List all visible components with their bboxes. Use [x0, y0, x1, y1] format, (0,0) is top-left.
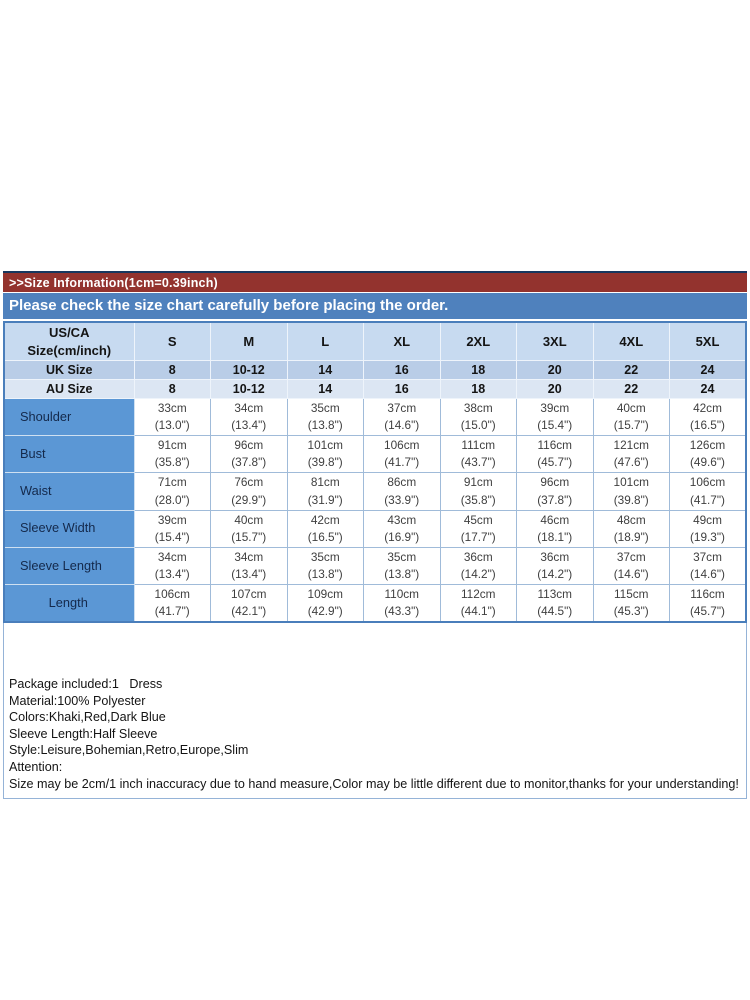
measurement-cell: [517, 436, 594, 473]
size-col-header: XL: [364, 322, 441, 361]
measurement-cell: [364, 473, 441, 510]
measurement-cell: [517, 510, 594, 547]
product-detail-line: Sleeve Length:Half Sleeve: [9, 726, 158, 741]
uk-size-value: 24: [670, 361, 747, 380]
au-size-value: 20: [517, 380, 594, 399]
measurement-cell: [440, 510, 517, 547]
measurement-inch: (13.8"): [307, 566, 343, 581]
measurement-row: [4, 547, 746, 584]
measurement-inch: (44.1"): [460, 604, 496, 619]
measurement-cm: 106cm: [689, 475, 726, 490]
uk-size-value: 14: [287, 361, 364, 380]
uk-size-value: 16: [364, 361, 441, 380]
measurement-cell: [287, 547, 364, 584]
measurement-cm: 33cm: [157, 401, 187, 416]
measurement-cm: 46cm: [540, 512, 570, 527]
uk-size-row: [4, 361, 746, 380]
measurement-cell: [517, 585, 594, 623]
corner-line1: US/CA: [49, 325, 90, 340]
measurement-cell: [593, 510, 670, 547]
measurement-inch: (13.0"): [154, 418, 190, 433]
measurement-row: [4, 510, 746, 547]
measurement-cell: [670, 399, 747, 436]
measurement-cm: 49cm: [693, 512, 722, 527]
measurement-inch: (15.7"): [231, 529, 267, 544]
measurement-inch: (14.2"): [537, 566, 573, 581]
measurement-cell: [593, 436, 670, 473]
measurement-cm: 101cm: [307, 438, 343, 453]
au-size-value: 22: [593, 380, 670, 399]
measurement-cell: [134, 473, 211, 510]
product-detail-line: Size may be 2cm/1 inch inaccuracy due to hand measure,Color may be little different due to monitor,thanks for your understanding!: [9, 776, 739, 791]
measurement-inch: (35.8"): [154, 455, 190, 470]
measurement-inch: (42.9"): [307, 604, 343, 619]
measurement-label: Waist: [4, 473, 134, 510]
uk-size-value: 18: [440, 361, 517, 380]
measurement-cm: 39cm: [540, 401, 570, 416]
size-table: [3, 321, 747, 623]
product-detail-line: Style:Leisure,Bohemian,Retro,Europe,Slim: [9, 743, 249, 758]
size-information-title-bar: >>Size Information(1cm=0.39inch): [3, 271, 747, 292]
measurement-cell: [211, 473, 288, 510]
measurement-inch: (31.9"): [307, 492, 343, 507]
measurement-cm: 81cm: [310, 475, 340, 490]
au-size-value: 8: [134, 380, 211, 399]
measurement-cm: 86cm: [387, 475, 417, 490]
measurement-label: Length: [4, 585, 134, 623]
measurement-cm: 107cm: [231, 587, 267, 602]
measurement-inch: (13.8"): [384, 566, 420, 581]
measurement-cell: [517, 473, 594, 510]
measurement-label: Sleeve Length: [4, 547, 134, 584]
measurement-inch: (14.6"): [689, 566, 725, 581]
measurement-cm: 45cm: [463, 512, 493, 527]
size-col-header: 5XL: [670, 322, 747, 361]
measurement-inch: (13.4"): [231, 418, 267, 433]
product-detail-line: Attention:: [9, 759, 63, 774]
measurement-inch: (44.5"): [537, 604, 573, 619]
measurement-inch: (35.8"): [460, 492, 496, 507]
measurement-cm: 91cm: [463, 475, 493, 490]
measurement-cm: 35cm: [310, 549, 340, 564]
measurement-cell: [134, 547, 211, 584]
au-size-value: 16: [364, 380, 441, 399]
measurement-cm: 112cm: [460, 587, 496, 602]
measurement-cm: 113cm: [537, 587, 573, 602]
measurement-cell: [134, 585, 211, 623]
measurement-cm: 76cm: [234, 475, 264, 490]
measurement-cm: 71cm: [157, 475, 187, 490]
measurement-inch: (45.3"): [613, 604, 649, 619]
measurement-cell: [440, 473, 517, 510]
measurement-inch: (14.6"): [613, 566, 649, 581]
measurement-cm: 34cm: [234, 401, 264, 416]
measurement-cm: 91cm: [157, 438, 187, 453]
measurement-cell: [287, 585, 364, 623]
measurement-cell: [593, 473, 670, 510]
measurement-cm: 106cm: [384, 438, 420, 453]
au-size-value: 18: [440, 380, 517, 399]
measurement-cell: [440, 436, 517, 473]
measurement-cell: [364, 547, 441, 584]
measurement-row: [4, 399, 746, 436]
size-header-row: [4, 322, 746, 361]
measurement-label: Shoulder: [4, 399, 134, 436]
measurement-inch: (16.5"): [689, 418, 725, 433]
measurement-cm: 109cm: [307, 587, 343, 602]
measurement-cm: 101cm: [613, 475, 649, 490]
measurement-cell: [593, 399, 670, 436]
measurement-cm: 43cm: [387, 512, 417, 527]
measurement-cm: 40cm: [234, 512, 264, 527]
measurement-cm: 39cm: [157, 512, 187, 527]
measurement-inch: (17.7"): [460, 529, 496, 544]
measurement-cm: 34cm: [234, 549, 264, 564]
product-detail-line: Colors:Khaki,Red,Dark Blue: [9, 710, 166, 725]
measurement-cell: [364, 510, 441, 547]
size-chart-warning-bar: Please check the size chart carefully before placing the order.: [3, 293, 747, 319]
measurement-cell: [670, 510, 747, 547]
measurement-inch: (19.3"): [689, 529, 725, 544]
measurement-cell: [211, 547, 288, 584]
measurement-row: [4, 585, 746, 623]
measurement-cell: [211, 510, 288, 547]
measurement-cell: [440, 399, 517, 436]
size-col-header: 2XL: [440, 322, 517, 361]
measurement-inch: (41.7"): [384, 455, 420, 470]
measurement-cell: [211, 399, 288, 436]
measurement-inch: (39.8"): [307, 455, 343, 470]
measurement-cm: 126cm: [689, 438, 726, 453]
measurement-cm: 40cm: [616, 401, 646, 416]
measurement-inch: (13.4"): [154, 566, 190, 581]
measurement-cell: [364, 585, 441, 623]
measurement-cm: 34cm: [157, 549, 187, 564]
measurement-cm: 121cm: [613, 438, 649, 453]
measurement-cell: [670, 473, 747, 510]
measurement-inch: (16.5"): [307, 529, 343, 544]
measurement-inch: (15.4"): [537, 418, 573, 433]
measurement-inch: (16.9"): [384, 529, 420, 544]
measurement-inch: (13.4"): [231, 566, 267, 581]
measurement-cm: 111cm: [461, 438, 496, 453]
measurement-cm: 110cm: [384, 587, 420, 602]
au-size-value: 10-12: [211, 380, 288, 399]
measurement-inch: (42.1"): [231, 604, 267, 619]
measurement-cm: 35cm: [387, 549, 417, 564]
measurement-cell: [134, 399, 211, 436]
measurement-cm: 96cm: [234, 438, 264, 453]
measurement-cell: [287, 399, 364, 436]
product-detail-line: Material:100% Polyester: [9, 693, 146, 708]
measurement-cm: 36cm: [463, 549, 493, 564]
measurement-inch: (29.9"): [231, 492, 267, 507]
size-col-header: 3XL: [517, 322, 594, 361]
measurement-cell: [670, 547, 747, 584]
measurement-cell: [593, 585, 670, 623]
measurement-cell: [287, 473, 364, 510]
measurement-cm: 37cm: [387, 401, 417, 416]
measurement-inch: (47.6"): [613, 455, 649, 470]
measurement-cell: [211, 436, 288, 473]
measurement-label: Bust: [4, 436, 134, 473]
corner-line2: Size(cm/inch): [27, 342, 112, 358]
measurement-inch: (28.0"): [154, 492, 190, 507]
measurement-cell: [364, 436, 441, 473]
measurement-cell: [517, 547, 594, 584]
measurement-inch: (13.8"): [307, 418, 343, 433]
product-details-block: [3, 623, 747, 799]
measurement-cm: 115cm: [613, 587, 649, 602]
measurement-inch: (14.6"): [384, 418, 420, 433]
au-size-value: 14: [287, 380, 364, 399]
uk-size-label: UK Size: [4, 361, 134, 380]
au-size-label: AU Size: [4, 380, 134, 399]
measurement-cell: [517, 399, 594, 436]
measurement-cm: 116cm: [690, 587, 725, 602]
measurement-cm: 35cm: [310, 401, 340, 416]
uk-size-value: 20: [517, 361, 594, 380]
au-size-row: [4, 380, 746, 399]
measurement-cell: [440, 585, 517, 623]
au-size-value: 24: [670, 380, 747, 399]
measurement-inch: (14.2"): [460, 566, 496, 581]
measurement-cell: [670, 436, 747, 473]
measurement-inch: (18.1"): [537, 529, 573, 544]
measurement-cm: 37cm: [693, 549, 722, 564]
measurement-cm: 42cm: [310, 512, 340, 527]
measurement-cell: [134, 510, 211, 547]
corner-cell: [4, 322, 134, 361]
uk-size-value: 22: [593, 361, 670, 380]
measurement-inch: (49.6"): [689, 455, 725, 470]
measurement-cm: 36cm: [540, 549, 570, 564]
uk-size-value: 8: [134, 361, 211, 380]
measurement-inch: (33.9"): [384, 492, 420, 507]
size-col-header: 4XL: [593, 322, 670, 361]
measurement-cell: [134, 436, 211, 473]
measurement-cm: 38cm: [463, 401, 493, 416]
measurement-inch: (43.7"): [460, 455, 496, 470]
product-detail-line: Package included:1 Dress: [9, 677, 163, 691]
measurement-cm: 37cm: [616, 549, 646, 564]
measurement-cell: [440, 547, 517, 584]
measurement-inch: (37.8"): [537, 492, 573, 507]
measurement-inch: (15.0"): [460, 418, 496, 433]
measurement-cell: [287, 436, 364, 473]
measurement-cm: 116cm: [537, 438, 573, 453]
measurement-cm: 106cm: [154, 587, 190, 602]
size-chart-sheet: [3, 271, 747, 799]
measurement-row: [4, 436, 746, 473]
measurement-cm: 42cm: [693, 401, 722, 416]
size-col-header: L: [287, 322, 364, 361]
measurement-cm: 48cm: [616, 512, 646, 527]
measurement-inch: (41.7"): [154, 604, 190, 619]
size-col-header: S: [134, 322, 211, 361]
measurement-inch: (45.7"): [537, 455, 573, 470]
measurement-label: Sleeve Width: [4, 510, 134, 547]
measurement-cell: [670, 585, 747, 623]
measurement-inch: (41.7"): [689, 492, 725, 507]
measurement-cell: [211, 585, 288, 623]
measurement-inch: (43.3"): [384, 604, 420, 619]
measurement-inch: (18.9"): [613, 529, 649, 544]
measurement-cm: 96cm: [540, 475, 570, 490]
measurement-inch: (37.8"): [231, 455, 267, 470]
measurement-cell: [593, 547, 670, 584]
size-col-header: M: [211, 322, 288, 361]
measurement-inch: (45.7"): [689, 604, 725, 619]
measurement-row: [4, 473, 746, 510]
measurement-inch: (15.4"): [154, 529, 190, 544]
measurement-inch: (15.7"): [613, 418, 649, 433]
measurement-inch: (39.8"): [613, 492, 649, 507]
uk-size-value: 10-12: [211, 361, 288, 380]
measurement-cell: [287, 510, 364, 547]
measurement-cell: [364, 399, 441, 436]
